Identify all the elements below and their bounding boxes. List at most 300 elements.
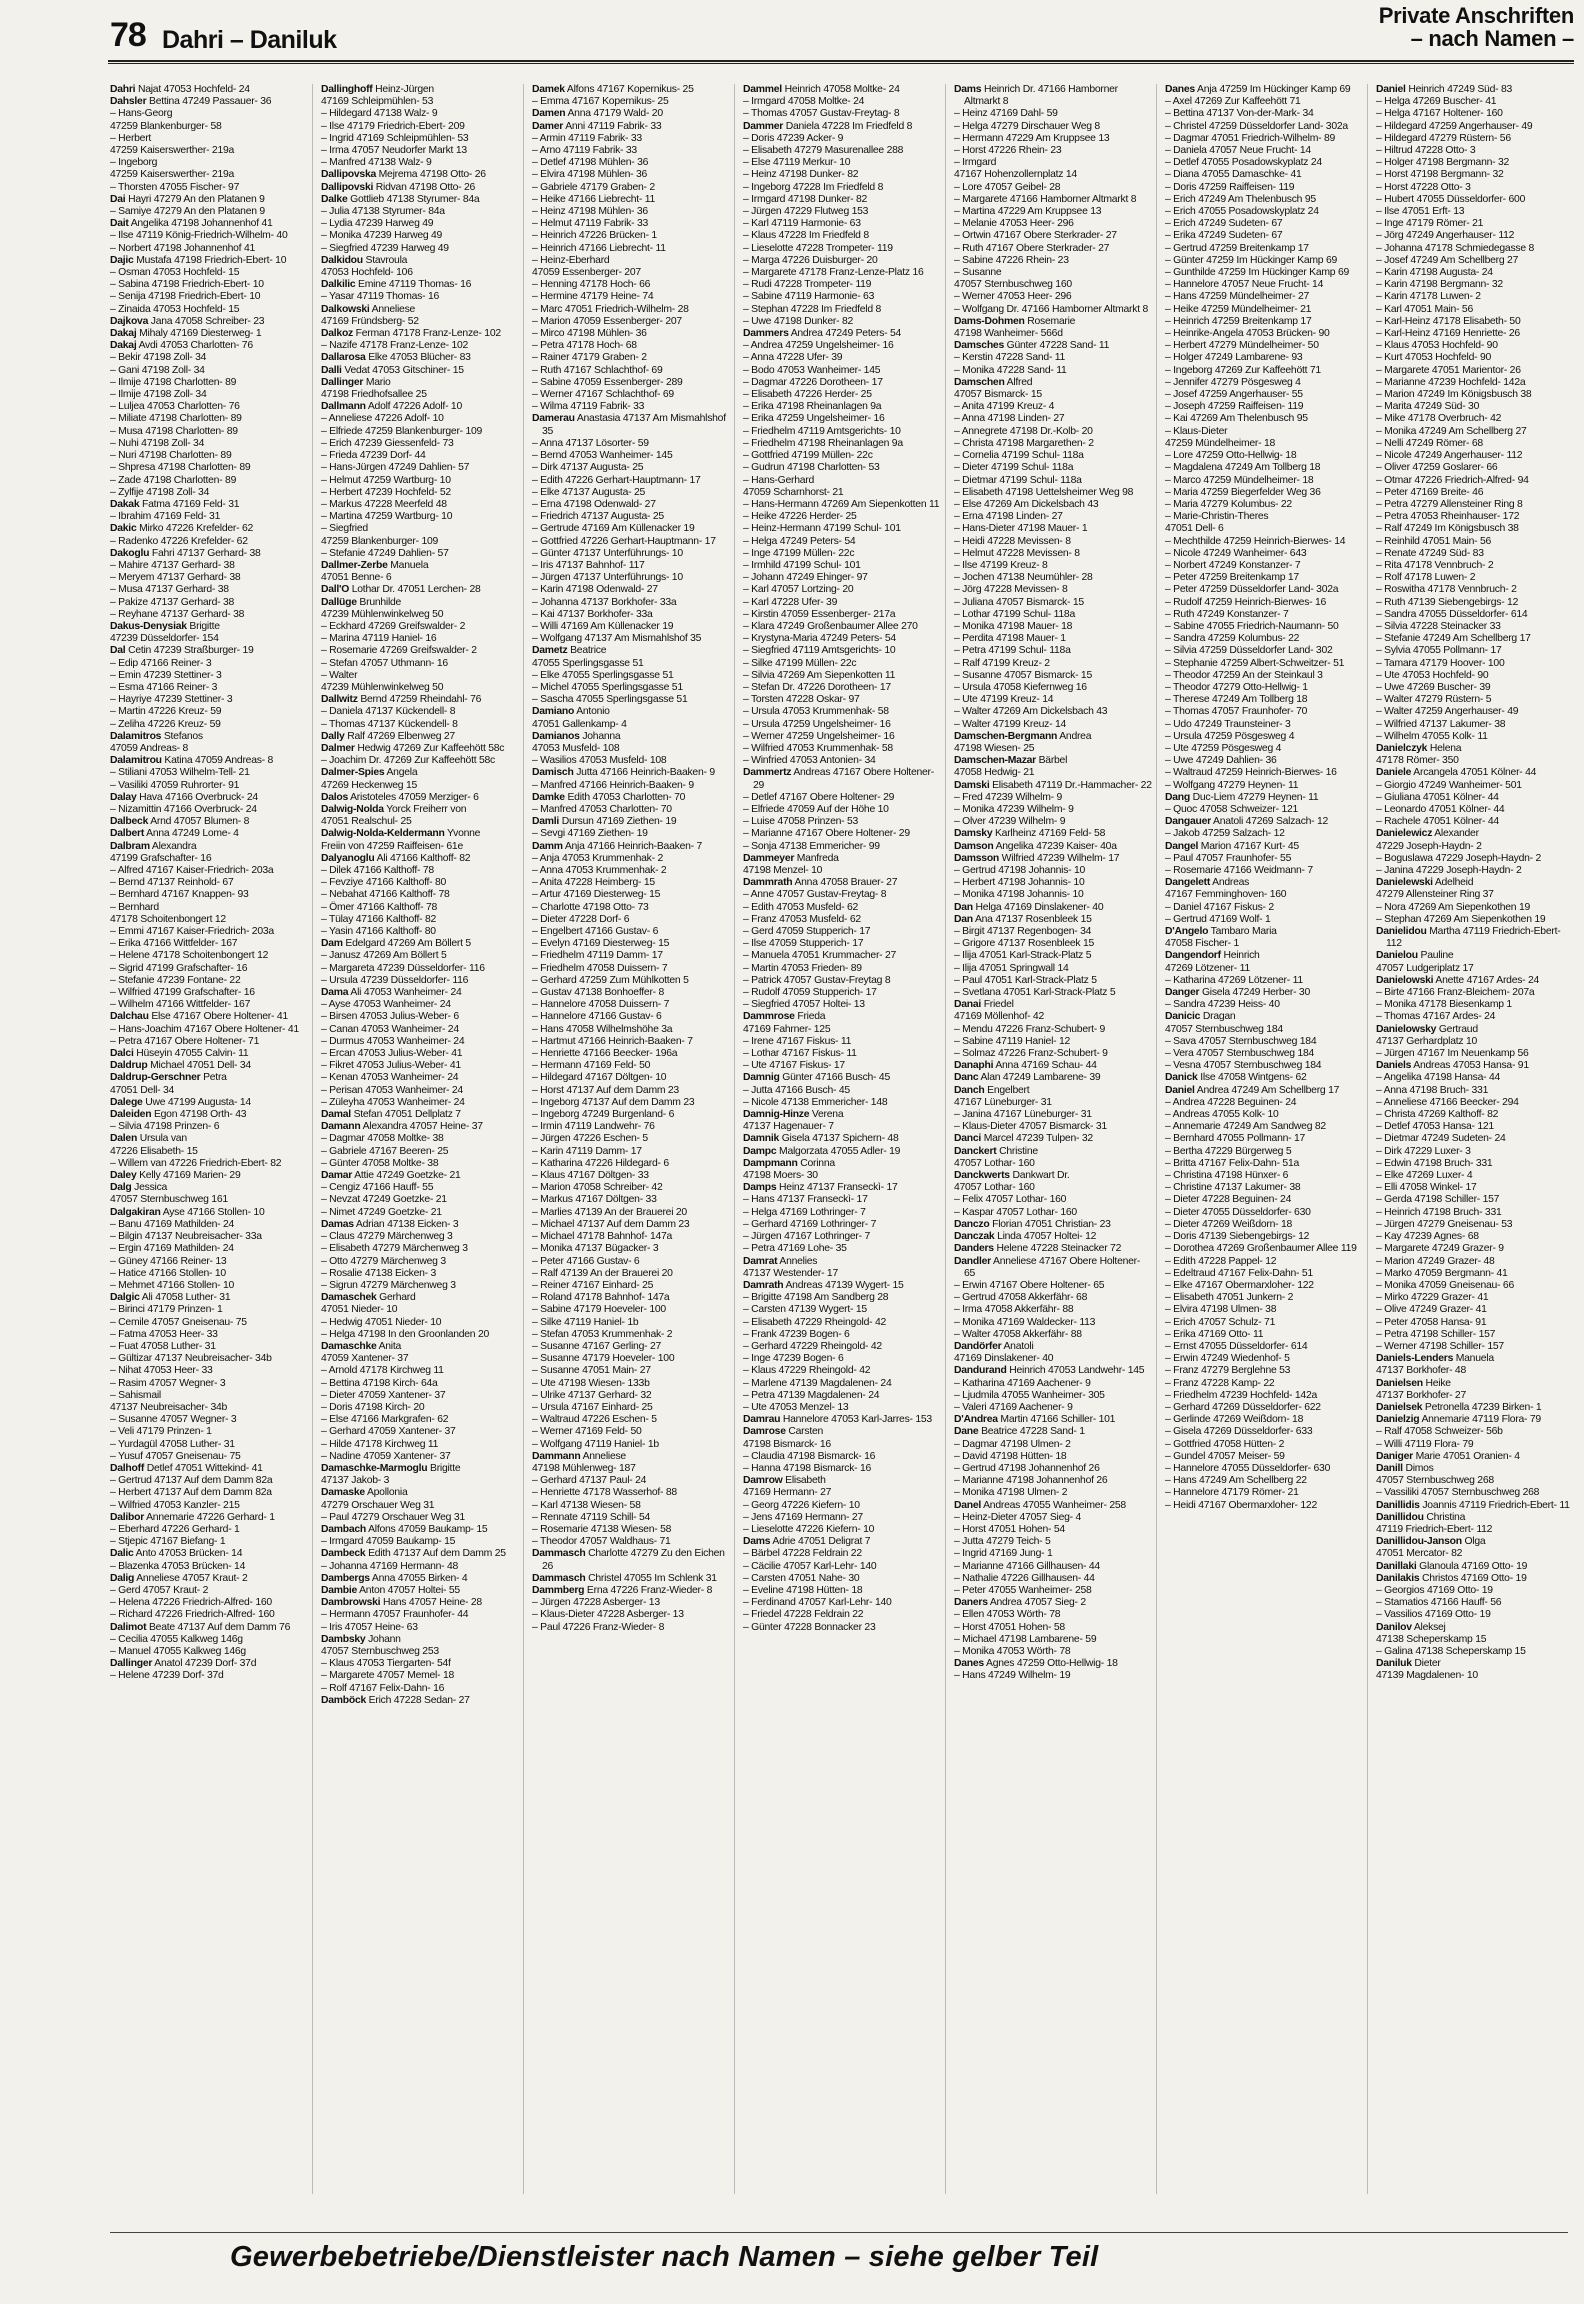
- listing-entry: [110, 597, 308, 609]
- listing-detail: – Rainer 47179 Graben- 2: [532, 352, 647, 364]
- listing-detail: Duc-Liem 47279 Heynen- 11: [1192, 791, 1319, 803]
- listing-detail: – Susanne 47167 Gerling- 27: [532, 1340, 662, 1352]
- listing-entry: [743, 438, 941, 450]
- listing-detail: Anni 47119 Fabrik- 33: [565, 120, 662, 132]
- listing-entry: [532, 194, 730, 206]
- listing-detail: Andreas: [1212, 877, 1250, 889]
- listing-detail: Verena: [811, 1109, 844, 1121]
- listing-detail: – Giuliana 47051 Kölner- 44: [1376, 791, 1499, 803]
- listing-surname: Dalmer-Spies: [321, 767, 385, 779]
- listing-detail: – Erika 47169 Otto- 11: [1165, 1328, 1264, 1340]
- listing-entry: [321, 804, 519, 816]
- listing-detail: Anatol 47239 Dorf- 37d: [154, 1658, 257, 1670]
- listing-entry: [110, 1036, 308, 1048]
- listing-entry: [954, 1207, 1152, 1219]
- listing-detail: – Karl 47228 Ufer- 39: [743, 596, 838, 608]
- listing-detail: – Werner 47169 Feld- 50: [532, 1426, 642, 1438]
- listing-surname: Dambeck: [321, 1548, 366, 1560]
- listing-detail: – Nicole 47138 Emmericher- 148: [743, 1096, 888, 1108]
- listing-entry: [321, 157, 519, 169]
- listing-entry: [954, 182, 1152, 194]
- listing-detail: Johanna: [582, 730, 621, 742]
- listing-detail: – Heinz 47198 Dunker- 82: [743, 169, 859, 181]
- listing-surname: Damal: [321, 1109, 351, 1121]
- listing-detail: – Inge 47199 Müllen- 22c: [743, 547, 855, 559]
- listing-detail: – Cemile 47057 Gneisenau- 75: [110, 1316, 247, 1328]
- listing-detail: Kelly 47169 Marien- 29: [139, 1170, 241, 1182]
- listing-detail: – Kenan 47053 Wanheimer- 24: [321, 1072, 459, 1084]
- listing-detail: – Hubert 47055 Düsseldorfer- 600: [1376, 193, 1526, 205]
- listing-detail: Arnd 47057 Blumen- 8: [150, 816, 250, 828]
- listing-entry: [1165, 975, 1363, 987]
- listing-entry: [743, 206, 941, 218]
- listing-detail: Olga: [1464, 1536, 1486, 1548]
- listing-entry: [954, 1451, 1152, 1463]
- listing-entry: [954, 584, 1152, 596]
- listing-detail: – Monika 47198 Johannis- 10: [954, 889, 1084, 901]
- listing-entry: [532, 780, 730, 792]
- listing-entry: [532, 584, 730, 596]
- listing-entry: [1376, 1402, 1574, 1414]
- listing-entry: [1376, 108, 1574, 120]
- listing-entry: [1165, 548, 1363, 560]
- listing-entry: [532, 975, 730, 987]
- listing-detail: – Vera 47057 Sternbuschweg 184: [1165, 1048, 1315, 1060]
- listing-entry: [1376, 1292, 1574, 1304]
- listing-detail: Heike: [1425, 1377, 1451, 1389]
- listing-entry: [1376, 865, 1574, 877]
- listing-entry: [321, 877, 519, 889]
- listing-entry: [954, 1597, 1152, 1609]
- listing-surname: Dammer: [743, 120, 784, 132]
- listing-detail: – Dirk 47229 Luxer- 3: [1376, 1145, 1471, 1157]
- listing-detail: – Marga 47226 Duisburger- 20: [743, 254, 878, 266]
- listing-detail: – Elke 47167 Obermarxloher- 122: [1165, 1279, 1314, 1291]
- listing-detail: Hannelore 47053 Karl-Jarres- 153: [782, 1414, 932, 1426]
- listing-detail: – Maria 47279 Kolumbus- 22: [1165, 498, 1292, 510]
- listing-surname: Danielzig: [1376, 1414, 1420, 1426]
- listing-entry: [1165, 719, 1363, 731]
- listing-entry: [532, 743, 730, 755]
- listing-entry: [1165, 1329, 1363, 1341]
- listing-detail: – Daniela 47137 Kückendell- 8: [321, 706, 456, 718]
- listing-entry: [321, 1158, 519, 1170]
- listing-entry: [321, 536, 519, 548]
- listing-entry: [532, 121, 730, 133]
- listing-surname: Dalimot: [110, 1621, 147, 1633]
- listing-detail: – Susanne 47057 Bismarck- 15: [954, 669, 1092, 681]
- listing-entry: [321, 621, 519, 633]
- listing-surname: Danckert: [954, 1145, 997, 1157]
- listing-detail: – Fred 47239 Wilhelm- 9: [954, 791, 1063, 803]
- listing-detail: – Axel 47269 Zur Kaffeehött 71: [1165, 96, 1301, 108]
- listing-entry: [110, 755, 308, 767]
- listing-detail: – Ilse 47059 Stupperich- 17: [743, 938, 864, 950]
- listing-entry: [954, 194, 1152, 206]
- listing-detail: – Karin 47178 Luwen- 2: [1376, 291, 1481, 303]
- listing-detail: – Heike 47259 Mündelheimer- 21: [1165, 303, 1312, 315]
- listing-entry: [1376, 975, 1574, 987]
- listing-entry: [954, 1048, 1152, 1060]
- listing-detail: – Walter 47279 Rüstern- 5: [1376, 694, 1492, 706]
- directory-column: [1376, 84, 1578, 2194]
- listing-surname: Dams-Dohmen: [954, 315, 1025, 327]
- listing-detail: – Charlotte 47198 Otto- 73: [532, 901, 649, 913]
- listing-detail: – Susanne 47051 Main- 27: [532, 1365, 651, 1377]
- listing-detail: – Anna 47137 Lösorter- 59: [532, 437, 649, 449]
- listing-entry: [532, 902, 730, 914]
- listing-entry: [110, 584, 308, 596]
- listing-entry: [1376, 1085, 1574, 1097]
- listing-detail: 47198 Wiesen- 25: [954, 742, 1035, 754]
- listing-entry: [532, 548, 730, 560]
- listing-detail: – Heinrich 47166 Liebrecht- 11: [532, 242, 666, 254]
- listing-detail: Edelgard 47269 Am Böllert 5: [345, 938, 471, 950]
- listing-detail: 47051 Dell- 6: [1165, 523, 1224, 535]
- listing-entry: [743, 1573, 941, 1585]
- listing-entry: [743, 1182, 941, 1194]
- listing-entry: [1165, 267, 1363, 279]
- listing-detail: – Helga 47167 Holtener- 160: [1376, 108, 1503, 120]
- listing-detail: – Markus 47167 Döltgen- 33: [532, 1194, 657, 1206]
- listing-entry: [1165, 694, 1363, 706]
- listing-entry: [321, 462, 519, 474]
- listing-entry: [1376, 1622, 1574, 1634]
- listing-entry: [1165, 1207, 1363, 1219]
- listing-detail: – Bodo 47053 Wanheimer- 145: [743, 364, 881, 376]
- listing-entry: [954, 694, 1152, 706]
- listing-detail: – Ingeborg 47137 Auf dem Damm 23: [532, 1096, 695, 1108]
- section-heading: [1379, 4, 1574, 50]
- listing-detail: – Juliana 47057 Bismarck- 15: [954, 596, 1084, 608]
- listing-entry: [954, 755, 1152, 767]
- listing-detail: Stavroula: [365, 254, 408, 266]
- listing-entry: [321, 218, 519, 230]
- listing-entry: [1376, 1597, 1574, 1609]
- listing-detail: 47169 Dinslakener- 40: [954, 1353, 1054, 1365]
- listing-surname: Damski: [954, 779, 990, 791]
- listing-detail: – Helga 47169 Lothringer- 7: [743, 1206, 866, 1218]
- listing-detail: – Helmut 47259 Wartburg- 10: [321, 474, 451, 486]
- listing-entry: [1165, 731, 1363, 743]
- listing-entry: [1376, 828, 1574, 840]
- listing-entry: [1376, 316, 1574, 328]
- listing-detail: – Bernhard 47055 Pollmann- 17: [1165, 1133, 1306, 1145]
- listing-detail: – Helena 47226 Friedrich-Alfred- 160: [110, 1597, 272, 1609]
- listing-detail: Anastasia 47137 Am Mismahlshof 35: [542, 413, 726, 437]
- listing-entry: [954, 597, 1152, 609]
- listing-entry: [954, 1194, 1152, 1206]
- listing-detail: – Monika 47198 Ulmen- 2: [954, 1487, 1068, 1499]
- listing-entry: [1376, 792, 1574, 804]
- listing-detail: Elisabeth 47119 Dr.-Hammacher- 22: [992, 779, 1152, 791]
- listing-detail: – Irmin 47119 Landwehr- 76: [532, 1121, 655, 1133]
- listing-entry: [110, 658, 308, 670]
- listing-detail: – Marion 47058 Schreiber- 42: [532, 1182, 663, 1194]
- listing-detail: Avdi 47053 Charlotten- 76: [138, 340, 253, 352]
- listing-entry: [743, 1207, 941, 1219]
- listing-entry: [1165, 462, 1363, 474]
- listing-detail: Hüseyin 47055 Calvin- 11: [136, 1048, 249, 1060]
- listing-entry: [1165, 1036, 1363, 1048]
- listing-detail: Beate 47137 Auf dem Damm 76: [149, 1621, 291, 1633]
- listing-detail: – Rolf 47167 Felix-Dahn- 16: [321, 1682, 445, 1694]
- listing-entry: [532, 1390, 730, 1402]
- listing-entry: [954, 389, 1152, 401]
- listing-surname: Danicic: [1165, 1011, 1201, 1023]
- listing-detail: – Bernhard 47167 Knappen- 93: [110, 889, 249, 901]
- listing-surname: Dammann: [532, 1450, 581, 1462]
- listing-detail: – Peter 47058 Hansa- 91: [1376, 1316, 1487, 1328]
- listing-entry: [1376, 1463, 1574, 1475]
- listing-entry: [532, 267, 730, 279]
- listing-entry: [321, 1317, 519, 1329]
- listing-detail: – Herbert 47198 Johannis- 10: [954, 877, 1085, 889]
- listing-entry: [321, 291, 519, 303]
- listing-entry: [954, 889, 1152, 901]
- listing-entry: [743, 633, 941, 645]
- listing-detail: Ilse 47058 Wintgens- 62: [1200, 1072, 1307, 1084]
- listing-detail: Yvonne: [447, 828, 481, 840]
- listing-entry: [1376, 987, 1574, 999]
- listing-entry: [321, 645, 519, 657]
- listing-entry: [532, 938, 730, 950]
- listing-detail: Ayse 47166 Stollen- 10: [162, 1206, 265, 1218]
- listing-detail: – Silke 47199 Müllen- 22c: [743, 657, 857, 669]
- listing-entry: [1376, 1353, 1574, 1365]
- margin-watermark: [6, 70, 66, 160]
- listing-entry: [532, 914, 730, 926]
- listing-entry: [110, 1109, 308, 1121]
- listing-entry: [321, 1256, 519, 1268]
- listing-entry: [532, 243, 730, 255]
- listing-detail: – Ingrid 47169 Jung- 1: [954, 1548, 1053, 1560]
- listing-entry: [1376, 157, 1574, 169]
- listing-entry: [954, 999, 1152, 1011]
- listing-entry: [532, 108, 730, 120]
- listing-surname: Dalamitrou: [110, 755, 162, 767]
- listing-entry: [743, 743, 941, 755]
- listing-detail: – Eberhard 47226 Gerhard- 1: [110, 1523, 240, 1535]
- listing-detail: – Thomas 47137 Kückendell- 8: [321, 718, 458, 730]
- listing-detail: – Sascha 47055 Sperlingsgasse 51: [532, 694, 688, 706]
- listing-detail: – Gabriele 47179 Graben- 2: [532, 181, 655, 193]
- listing-entry: [1165, 865, 1363, 877]
- listing-entry: [110, 694, 308, 706]
- listing-entry: [743, 1353, 941, 1365]
- listing-detail: – Josef 47249 Am Schellberg 27: [1376, 254, 1519, 266]
- listing-entry: [321, 206, 519, 218]
- listing-detail: Anneliese 47057 Kraut- 2: [136, 1572, 248, 1584]
- listing-detail: – Margarete 47166 Hamborner Altmarkt 8: [954, 193, 1137, 205]
- listing-detail: – Svetlana 47051 Karl-Strack-Platz 5: [954, 987, 1116, 999]
- listing-detail: 47199 Grafschafter- 16: [110, 852, 212, 864]
- listing-detail: – Waltraud 47226 Eschen- 5: [532, 1414, 657, 1426]
- listing-detail: – Elisabeth 47198 Uettelsheimer Weg 98: [954, 486, 1134, 498]
- listing-entry: [110, 1097, 308, 1109]
- listing-detail: – Paul 47226 Franz-Wieder- 8: [532, 1621, 665, 1633]
- listing-detail: – Helga 47279 Dirschauer Weg 8: [954, 120, 1100, 132]
- listing-detail: – Vasiliki 47059 Ruhrorter- 91: [110, 779, 240, 791]
- listing-entry: [1376, 1048, 1574, 1060]
- listing-surname: Dalgic: [110, 1292, 140, 1304]
- listing-entry: [954, 1341, 1152, 1353]
- listing-surname: Dammrath: [743, 877, 793, 889]
- listing-entry: [321, 523, 519, 535]
- listing-detail: Arcangela 47051 Kölner- 44: [1413, 767, 1537, 779]
- listing-detail: – Andreas 47055 Kolk- 10: [1165, 1109, 1279, 1121]
- directory-column: [954, 84, 1157, 2194]
- listing-entry: [321, 1402, 519, 1414]
- listing-entry: [1376, 572, 1574, 584]
- listing-detail: – Martin 47053 Frieden- 89: [743, 962, 862, 974]
- listing-entry: [532, 523, 730, 535]
- listing-detail: 47057 Sternbuschweg 160: [954, 279, 1072, 291]
- listing-detail: Andrea 47249 Peters- 54: [790, 328, 902, 340]
- listing-entry: [110, 1194, 308, 1206]
- listing-detail: – Jürgen 47226 Eschen- 5: [532, 1133, 648, 1145]
- listing-entry: [743, 767, 941, 791]
- listing-entry: [1165, 1500, 1363, 1512]
- listing-detail: – Silvia 47198 Prinzen- 6: [110, 1121, 220, 1133]
- listing-detail: – Wilfried 47053 Kanzler- 215: [110, 1499, 240, 1511]
- listing-entry: [532, 291, 730, 303]
- listing-detail: Joannis 47119 Friedrich-Ebert- 11: [1422, 1499, 1570, 1511]
- listing-detail: Freiin von 47259 Raiffeisen- 61e: [321, 840, 463, 852]
- listing-detail: 47169 Schleipmühlen- 53: [321, 96, 434, 108]
- listing-surname: Dallarosa: [321, 352, 366, 364]
- listing-detail: Anna 47169 Schau- 44: [995, 1060, 1097, 1072]
- listing-entry: [110, 169, 308, 181]
- listing-entry: [110, 1390, 308, 1402]
- listing-detail: – Peter 47259 Düsseldorfer Land- 302a: [1165, 584, 1339, 596]
- listing-detail: Bärbel: [1038, 755, 1068, 767]
- listing-entry: [110, 987, 308, 999]
- listing-entry: [321, 1353, 519, 1365]
- listing-entry: [743, 1304, 941, 1316]
- listing-detail: – Petra 47139 Magdalenen- 24: [743, 1389, 880, 1401]
- listing-detail: – Hannelore 47179 Römer- 21: [1165, 1487, 1299, 1499]
- listing-detail: – Ferdinand 47057 Karl-Lehr- 140: [743, 1597, 892, 1609]
- listing-detail: – Elisabeth 47279 Masurenallee 288: [743, 145, 904, 157]
- listing-detail: Helga 47169 Dinslakener- 40: [975, 901, 1104, 913]
- listing-entry: [954, 1024, 1152, 1036]
- listing-entry: [110, 1524, 308, 1536]
- listing-detail: 47057 Ludgeriplatz 17: [1376, 962, 1474, 974]
- listing-detail: Stefan 47051 Dellplatz 7: [353, 1109, 461, 1121]
- listing-surname: Dallipovska: [321, 169, 377, 181]
- listing-surname: Dalibor: [110, 1511, 145, 1523]
- listing-detail: – Andrea 47259 Ungelsheimer- 16: [743, 340, 894, 352]
- listing-entry: [321, 1561, 519, 1573]
- listing-detail: – Diana 47055 Damaschke- 41: [1165, 169, 1302, 181]
- listing-entry: [321, 1109, 519, 1121]
- listing-detail: Adelheid: [1434, 877, 1474, 889]
- listing-detail: – Manfred 47166 Heinrich-Baaken- 9: [532, 779, 694, 791]
- listing-entry: [954, 475, 1152, 487]
- listing-detail: – Katharina 47226 Hildegard- 6: [532, 1157, 669, 1169]
- listing-detail: Aristoteles 47059 Merziger- 6: [350, 791, 479, 803]
- listing-surname: Dalwig-Nolda: [321, 803, 384, 815]
- listing-entry: [321, 1146, 519, 1158]
- listing-detail: – Anita 47228 Heimberg- 15: [532, 877, 655, 889]
- listing-entry: [1376, 743, 1574, 755]
- listing-entry: [743, 316, 941, 328]
- listing-surname: Dandurand: [954, 1365, 1007, 1377]
- listing-detail: – Dagmar 47058 Moltke- 38: [321, 1133, 444, 1145]
- listing-surname: Dalwig-Nolda-Keldermann: [321, 828, 445, 840]
- listing-detail: – Sabine 47226 Rhein- 23: [954, 254, 1069, 266]
- listing-detail: – Hannelore 47058 Duissern- 7: [532, 999, 670, 1011]
- listing-entry: [1165, 987, 1363, 999]
- listing-entry: [110, 1658, 308, 1670]
- listing-entry: [321, 1634, 519, 1646]
- listing-detail: – Franz 47053 Musfeld- 62: [743, 913, 861, 925]
- listing-entry: [743, 865, 941, 877]
- listing-entry: [1165, 169, 1363, 181]
- listing-entry: [1376, 914, 1574, 926]
- listing-entry: [743, 572, 941, 584]
- listing-detail: – Miliate 47198 Charlotten- 89: [110, 413, 242, 425]
- listing-detail: – Waltraud 47259 Heinrich-Bierwes- 16: [1165, 767, 1337, 779]
- listing-detail: 47259 Blankenburger- 58: [110, 120, 222, 132]
- listing-surname: Dalmer: [321, 742, 355, 754]
- listing-detail: 47137 Jakob- 3: [321, 1475, 390, 1487]
- listing-detail: – Manuela 47051 Krummacher- 27: [743, 950, 897, 962]
- listing-entry: [110, 438, 308, 450]
- listing-entry: [954, 499, 1152, 511]
- listing-detail: – Bertha 47229 Bürgerweg 5: [1165, 1145, 1292, 1157]
- listing-detail: – Otto 47279 Märchenweg 3: [321, 1255, 446, 1267]
- listing-detail: – Leonardo 47051 Kölner- 44: [1376, 803, 1505, 815]
- listing-entry: [110, 1011, 308, 1023]
- listing-entry: [532, 1146, 730, 1158]
- listing-detail: – Dieter 47059 Xantener- 37: [321, 1389, 446, 1401]
- listing-entry: [743, 999, 941, 1011]
- listing-entry: [1165, 1219, 1363, 1231]
- listing-detail: Ridvan 47198 Otto- 26: [375, 181, 476, 193]
- listing-detail: – Hildegard 47279 Rüstern- 56: [1376, 132, 1511, 144]
- listing-surname: Dallinghoff: [321, 84, 373, 95]
- listing-entry: [321, 1658, 519, 1670]
- listing-entry: [321, 780, 519, 792]
- running-head: Dahri – Daniluk: [162, 26, 337, 54]
- listing-entry: [1376, 999, 1574, 1011]
- listing-entry: [743, 1548, 941, 1560]
- listing-surname: Damsson: [954, 852, 1000, 864]
- listing-surname: Danders: [954, 1243, 994, 1255]
- listing-detail: Jutta 47166 Heinrich-Baaken- 9: [576, 767, 715, 779]
- listing-detail: – Vesna 47057 Sternbuschweg 184: [1165, 1060, 1322, 1072]
- listing-entry: [1376, 1097, 1574, 1109]
- listing-surname: Dalig: [110, 1572, 135, 1584]
- listing-entry: [110, 1378, 308, 1390]
- listing-detail: 47137 Hagenauer- 7: [743, 1121, 834, 1133]
- listing-detail: – Canan 47053 Wanheimer- 24: [321, 1023, 459, 1035]
- listing-detail: – Gabriele 47167 Beeren- 25: [321, 1145, 449, 1157]
- listing-detail: – Erwin 47249 Wiedenhof- 5: [1165, 1353, 1290, 1365]
- listing-detail: – Hannelore 47055 Düsseldorfer- 630: [1165, 1462, 1331, 1474]
- listing-entry: [1165, 243, 1363, 255]
- listing-entry: [954, 1011, 1152, 1023]
- listing-entry: [954, 1475, 1152, 1487]
- listing-detail: – Elli 47058 Winkel- 17: [1376, 1182, 1477, 1194]
- listing-surname: Danczo: [954, 1218, 990, 1230]
- listing-entry: [1376, 426, 1574, 438]
- listing-entry: [532, 511, 730, 523]
- listing-entry: [1165, 255, 1363, 267]
- listing-detail: – Wilhelm 47055 Kolk- 11: [1376, 730, 1488, 742]
